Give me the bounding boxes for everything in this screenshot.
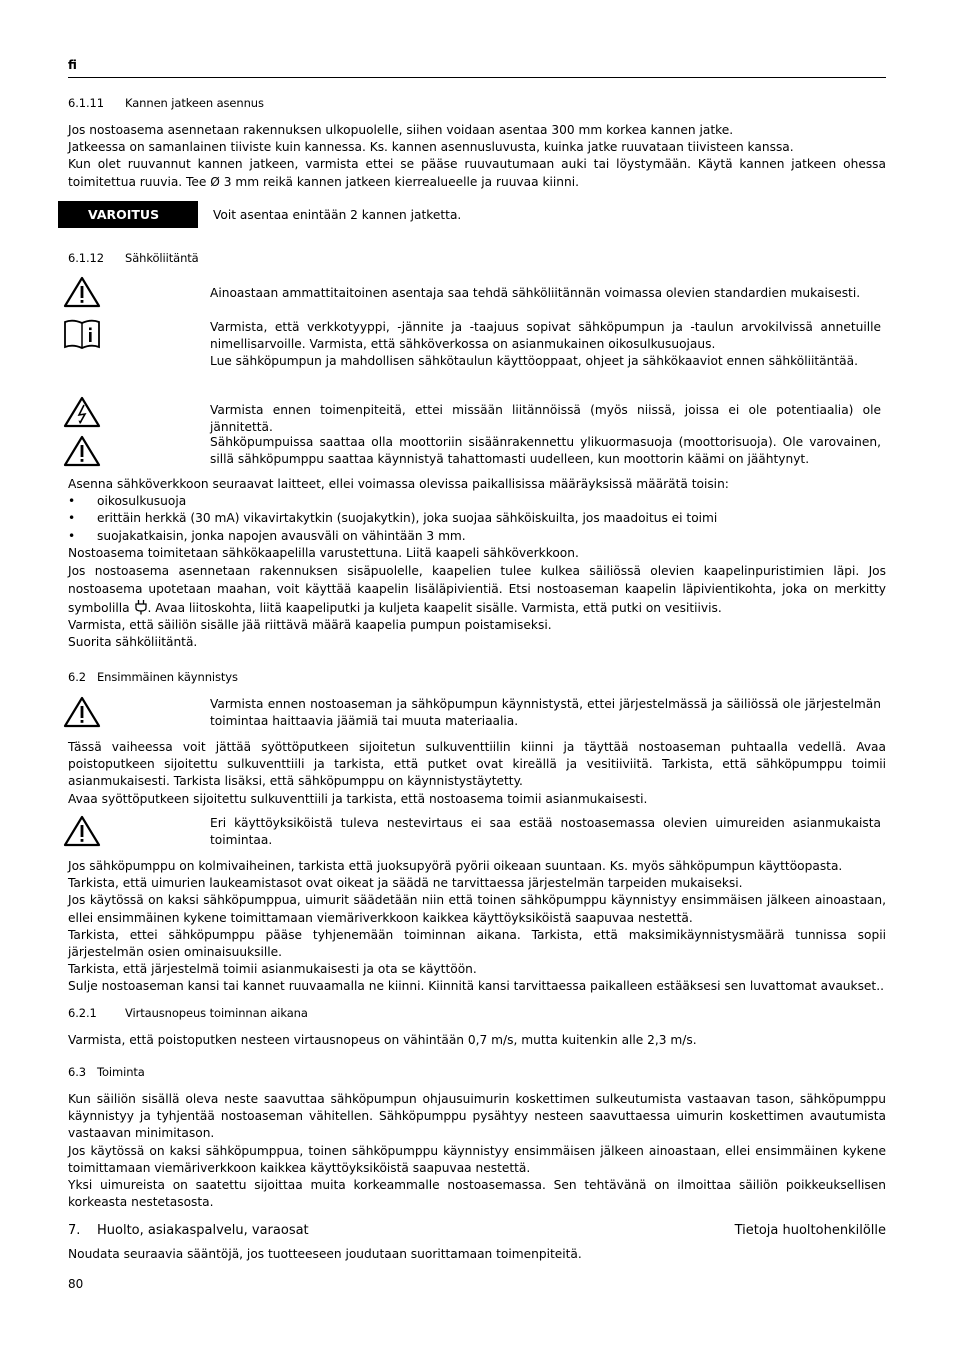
heading-6-1-11: [68, 96, 264, 110]
text-line: Tarkista, että järjestelmä toimii asianmukaisesti ja ota se käyttöön.: [68, 962, 477, 977]
text-line: Sulje nostoaseman kansi tai kannet ruuvaamalla ne kiinni. Kiinnitä kansi tarvittaessa paikalleen estääksesi sen luvattomat avaukset..: [68, 979, 884, 994]
warning-triangle-icon: [63, 815, 101, 847]
text-line: Jos nostoasema asennetaan rakennuksen ulkopuolelle, siihen voidaan asentaa 300 mm korkea kannen jatke.: [68, 123, 734, 137]
text-line: Jatkeessa on samanlainen tiiviste kuin kannessa. Ks. kannen asennusluvusta, kuinka jatke ruuvataan tiivisteen kanssa.: [68, 140, 794, 155]
section-number: 6.3: [68, 1065, 86, 1079]
text-line: Avaa syöttöputkeen sijoitettu sulkuventtiili ja tarkista, että nostoasema toimii asianmukaisesti.: [68, 791, 648, 806]
heading-7: [68, 1223, 886, 1238]
warning-label: VAROITUS: [58, 201, 198, 228]
text-span: . Avaa liitoskohta, liitä kaapeliputki ja kuljeta kaapelit sisälle. Varmista, että putki on vesitiivis.: [147, 600, 722, 615]
heading-6-2: [68, 670, 238, 684]
paragraph-6-2-1: Varmista, että poistoputken nesteen virtausnopeus on vähintään 0,7 m/s, mutta kuitenkin alle 2,3 m/s.: [68, 1033, 697, 1047]
section-number: 7.: [68, 1223, 81, 1238]
electric-hazard-icon: [63, 396, 101, 428]
text-line: Kun säiliön sisällä oleva neste saavuttaa sähköpumpun ohjausuimurin koskettimen sulkeutumista vastaavan tason, sähköpumppu käynnistyy ja tyhjentää nostoaseman vähitellen. Sähköpumppu pysähtyy nesteen saavuttaessa uimurin koskettimen avautumista vastaavan minimitason.: [68, 1092, 886, 1141]
note-motor-protection: Sähköpumpuissa saattaa olla moottoriin sisäänrakennettu ylikuormasuoja (moottorisuoja). Ole varovainen, sillä sähköpumppu saattaa käynnistyä tahattomasti uudelleen, kun moottorin käämi on jäähtynyt.: [210, 435, 881, 467]
note-no-voltage: Varmista ennen toimenpiteitä, ettei missään liitännöissä (myös niissä, joissa ei ole potentiaalia) ole jännitettä.: [210, 403, 881, 435]
heading-6-2-1: [68, 1006, 308, 1020]
cable-entry-symbol-icon: [134, 599, 148, 615]
warning-text: Voit asentaa enintään 2 kannen jatketta.: [213, 208, 462, 222]
note-check-network: [210, 319, 881, 371]
warning-triangle-icon: [63, 696, 101, 728]
paragraph-6-2-b: [68, 858, 886, 996]
section-title: Virtausnopeus toiminnan aikana: [125, 1006, 308, 1020]
warning-triangle-icon: [63, 276, 101, 308]
section-number: 6.1.12: [68, 251, 104, 265]
read-manual-icon: [63, 318, 101, 350]
note-float-operation: Eri käyttöyksiköistä tuleva nestevirtaus ei saa estää nostoasemassa olevien uimureiden asianmukaista toimintaa.: [210, 816, 881, 848]
note-check-residues: Varmista ennen nostoaseman ja sähköpumpun käynnistystä, ettei järjestelmässä ja säiliössä ole järjestelmän toimintaa haittaavia jäämiä tai muuta materiaalia.: [210, 697, 881, 729]
language-code: fi: [68, 58, 77, 72]
list-item: • erittäin herkkä (30 mA) vikavirtakytkin (suojakytkin), joka suojaa sähköiskuilta, jos maadoitus ei toimi: [68, 510, 886, 527]
text-line: Jos käytössä on kaksi sähköpumppua, toinen sähköpumppu käynnistyy ensimmäisen jälkeen ainoastaan, ellei ensimmäinen kykene toimittamaan viemäriverkkoon kaikkea käyttöyksiköistä saapuvaa nestettä.: [68, 1143, 886, 1175]
device-list: [68, 493, 886, 545]
page-number: 80: [68, 1277, 84, 1291]
text-line: [68, 562, 886, 617]
list-item: • suojakatkaisin, jonka napojen avausväli on vähintään 3 mm.: [68, 528, 886, 545]
text-line: Varmista, että säiliön sisälle jää riittävä määrä kaapelia pumpun poistamiseksi.: [68, 618, 552, 633]
section-number: 6.1.11: [68, 96, 104, 110]
text-line: Jos sähköpumppu on kolmivaiheinen, tarkista että juoksupyörä pyörii oikeaan suuntaan. Ks. myös sähköpumpun käyttöopasta.: [68, 859, 843, 873]
section-number: 6.2.1: [68, 1006, 97, 1020]
text-line: Jos käytössä on kaksi sähköpumppua, uimurit säädetään niin että toinen sähköpumppu käynnistyy ensimmäisen jälkeen ainoastaan, ellei ensimmäinen kykene toimittamaan viemäriverkkoon kaikkea käyttöyksiköistä saapuvaa nestettä.: [68, 893, 886, 925]
paragraph-6-2-a: [68, 739, 886, 808]
paragraph-6-1-11: [68, 122, 886, 191]
text-line: Lue sähköpumpun ja mahdollisen sähkötaulun käyttöoppaat, ohjeet ja sähkökaaviot ennen sähköliitäntää.: [210, 354, 858, 369]
warning-triangle-icon: [63, 435, 101, 467]
heading-7-left: [68, 1223, 309, 1238]
text-span: Jos nostoasema asennetaan rakennuksen sisäpuolelle, kaapelien tulee kulkea säiliössä olevien kaapelinpuristimien läpi. Jos nostoasema upotetaan maahan, voit käyttää kaapelin lisäläpivientiä. Etsi nostoaseman kaapelin läpivientikohta, joka on merkitty symbolilla: [68, 564, 886, 615]
note-qualified-installer: Ainoastaan ammattitaitoinen asentaja saa tehdä sähköliitännän voimassa olevien standardien mukaisesti.: [210, 286, 861, 300]
section-title: Sähköliitäntä: [125, 251, 199, 265]
section-title: Toiminta: [97, 1065, 145, 1079]
section-title: Huolto, asiakaspalvelu, varaosat: [97, 1223, 309, 1238]
section-title: Ensimmäinen käynnistys: [97, 670, 238, 684]
heading-7-right: Tietoja huoltohenkilölle: [734, 1223, 886, 1238]
list-item: • oikosulkusuoja: [68, 493, 886, 510]
text-line: Kun olet ruuvannut kannen jatkeen, varmista ettei se pääse ruuvautumaan auki tai löystymään. Käytä kannen jatkeen ohessa toimitettua ruuvia. Tee Ø 3 mm reikä kannen jatkeen kierrealueelle ja ruuvaa kiinni.: [68, 157, 886, 189]
heading-6-1-12: [68, 251, 199, 265]
paragraph-6-3: [68, 1091, 886, 1211]
text-line: Asenna sähköverkkoon seuraavat laitteet, ellei voimassa olevissa paikallisissa määräyksissä määrätä toisin:: [68, 477, 729, 491]
text-line: Yksi uimureista on saatettu sijoittaa muita korkeammalle nostoasemassa. Sen tehtävänä on ilmoittaa säiliön poikkeuksellisen korkeasta nestetasosta.: [68, 1178, 886, 1210]
text-line: Tarkista, ettei sähköpumppu pääse tyhjenemään toiminnan aikana. Tarkista, että maksimikäynnistysmäärä tunnissa sopii järjestelmän osien ominaisuuksille.: [68, 927, 886, 960]
text-line: Tässä vaiheessa voit jättää syöttöputkeen sijoitetun sulkuventtiilin kiinni ja täyttää nostoaseman puhtaalla vedellä. Avaa poistoputkeen sijoitettu sulkuventtiili ja tarkista, että putket ovat kireällä ja vesitiiviitä. Tarkista, että sähköpumppu toimii asianmukaisesti. Tarkista lisäksi, että sähköpumppu on käynnistystäytetty.: [68, 740, 886, 789]
header-rule: [68, 77, 886, 78]
text-line: Suorita sähköliitäntä.: [68, 635, 198, 650]
heading-6-3: [68, 1065, 145, 1079]
text-line: Varmista, että verkkotyyppi, -jännite ja -taajuus sopivat sähköpumpun ja -taulun arvokilvissä annetuille nimellisarvoille. Varmista, että sähköverkossa on asianmukainen oikosulkusuojaus.: [210, 320, 881, 352]
paragraph-6-1-12: [68, 476, 886, 652]
paragraph-7: Noudata seuraavia sääntöjä, jos tuotteeseen joudutaan suorittamaan toimenpiteitä.: [68, 1247, 582, 1261]
section-number: 6.2: [68, 670, 86, 684]
text-line: Nostoasema toimitetaan sähkökaapelilla varustettuna. Liitä kaapeli sähköverkkoon.: [68, 545, 579, 560]
section-title: Kannen jatkeen asennus: [125, 96, 264, 110]
text-line: Tarkista, että uimurien laukeamistasot ovat oikeat ja säädä ne tarvittaessa järjestelmän tarpeiden mukaiseksi.: [68, 876, 743, 891]
